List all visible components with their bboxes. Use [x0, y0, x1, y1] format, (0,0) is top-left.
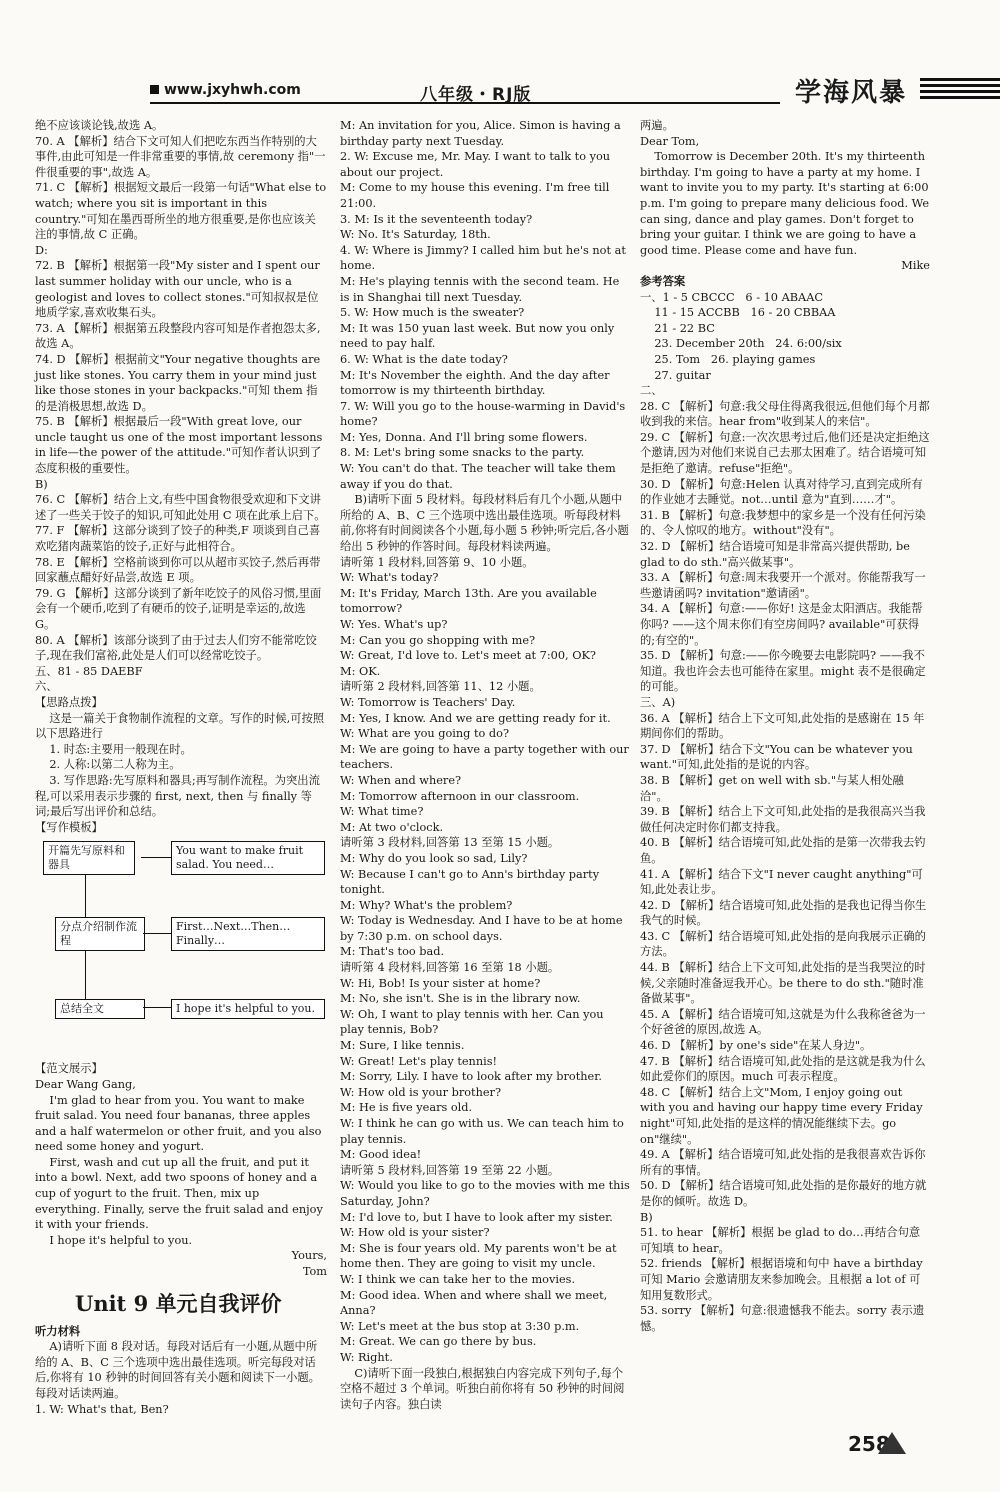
- text-line: M: Why do you look so sad, Lily?: [340, 851, 528, 865]
- site-url: www.jxyhwh.com: [150, 82, 301, 98]
- text-line: M: An invitation for you, Alice. Simon is having a birthday party next Tuesday.: [340, 119, 625, 148]
- text-line: 53. sorry 【解析】句意:很遗憾我不能去。sorry 表示遗憾。: [640, 1304, 925, 1333]
- triangle-icon: [878, 1432, 906, 1454]
- text-line: 30. D 【解析】句意:Helen 认真对待学习,直到完成所有的作业她才去睡觉。not…until 意为"直到……才"。: [640, 477, 923, 507]
- text-line: M: OK.: [340, 664, 381, 678]
- text-line: 3. 写作思路:先写原料和器具;再写制作流程。为突出流程,可以采用表示步骤的 first, next, then 与 finally 等词;最后写出评价和总结。: [35, 773, 320, 819]
- template-connector: [85, 875, 86, 917]
- text-line: 32. D 【解析】结合语境可知是非常高兴提供帮助, be glad to do sth."高兴做某事"。: [640, 540, 914, 569]
- text-line: D:: [35, 243, 48, 257]
- text-line: W: Oh, I want to play tennis with her. Can you play tennis, Bob?: [340, 1007, 608, 1037]
- text-line: M: Sorry, Lily. I have to look after my brother.: [340, 1070, 602, 1084]
- text-line: W: What's today?: [340, 571, 439, 585]
- template-connector: [143, 1007, 171, 1008]
- text-line: 37. D 【解析】结合下文"You can be whatever you want."可知,此处指的是说的内容。: [640, 742, 917, 772]
- page-number: 258: [848, 1432, 890, 1456]
- text-line: 6. W: What is the date today?: [340, 352, 508, 366]
- answers-title: 参考答案: [640, 273, 686, 288]
- text-line: 50. D 【解析】结合语境可知,此处指的是你最好的地方就是你的倾听。故选 D。: [640, 1179, 927, 1208]
- text-line: 1. W: What's that, Ben?: [35, 1402, 169, 1416]
- col3-letter-block: [640, 118, 933, 258]
- brand-logo: 学海风暴: [795, 78, 908, 108]
- text-line: M: Tomorrow afternoon in our classroom.: [340, 789, 580, 803]
- text-line: 31. B 【解析】句意:我梦想中的家乡是一个没有任何污染的、令人惊叹的地方。without"没有"。: [640, 508, 926, 538]
- text-line: 这是一篇关于食物制作流程的文章。写作的时候,可按照以下思路进行: [35, 711, 325, 741]
- stripes-decoration: [920, 78, 1000, 102]
- text-line: M: Can you go shopping with me?: [340, 633, 536, 647]
- template-box-1-right: You want to make fruit salad. You need…: [171, 841, 325, 875]
- text-line: 7. W: Will you go to the house-warming in David's home?: [340, 399, 629, 429]
- text-line: 8. M: Let's bring some snacks to the party.: [340, 446, 585, 460]
- text-line: 46. D 【解析】by one's side"在某人身边"。: [640, 1039, 872, 1053]
- text-line: 72. B 【解析】根据第一段"My sister and I spent our last summer holiday with our uncle, who is a geologist and loves to collect stones."可知叔叔是位地质学家,喜欢收集石头。: [35, 259, 324, 320]
- text-line: 47. B 【解析】结合语境可知,此处指的是这就是我为什么如此爱你们的原因。much 可表示程度。: [640, 1054, 926, 1084]
- text-line: M: That's too bad.: [340, 945, 445, 959]
- text-line: 六、: [35, 680, 58, 694]
- text-line: 73. A 【解析】根据第五段整段内容可知是作者抱怨太多,故选 A。: [35, 321, 321, 351]
- text-line: 34. A 【解析】句意:——你好! 这是金太阳酒店。我能帮你吗? ——这个周末你们有空房间吗? available"可获得的;有空的"。: [640, 602, 923, 647]
- text-line: 28. C 【解析】句意:我父母住得离我很远,但他们每个月都收到我的来信。hear from"收到某人的来信"。: [640, 399, 930, 429]
- text-line: 75. B 【解析】根据最后一段"With great love, our uncle taught us one of the most important lessons in life—the power of the attitude."可知作者认识到了态度积极的重要性。: [35, 415, 326, 476]
- text-line: M: He is five years old.: [340, 1101, 473, 1115]
- text-line: 41. A 【解析】结合下文"I never caught anything"可知,此处表让步。: [640, 867, 923, 897]
- text-line: W: Yes. What's up?: [340, 618, 448, 631]
- text-line: 2. 人称:以第二人称为主。: [35, 758, 181, 772]
- text-line: M: He's playing tennis with the second team. He is in Shanghai till next Tuesday.: [340, 274, 623, 304]
- text-line: 74. D 【解析】根据前文"Your negative thoughts are just like stones. You carry them in your mind just like those stones in your backpacks."可知 them 指的是消极思想,故选 D。: [35, 352, 324, 413]
- text-line: I'm glad to hear from you. You want to make fruit salad. You need four bananas, three apples and a half watermelon or other fruit, and you also need some honey and yogurt.: [35, 1093, 325, 1154]
- text-line: 71. C 【解析】根据短文最后一段第一句话"What else to watch; where you sit is important in this country."可知在墨西哥所坐的地方很重要,是你也应该关注的事情,故 C 正确。: [35, 181, 330, 242]
- text-line: W: Tomorrow is Teachers' Day.: [340, 695, 516, 709]
- text-line: M: I'd love to, but I have to look after my sister.: [340, 1210, 613, 1224]
- text-line: M: It was 150 yuan last week. But now you only need to pay half.: [340, 321, 618, 351]
- text-line: 76. C 【解析】结合上文,有些中国食物很受欢迎和下文讲述了一些关于饺子的知识,可知此处用 C 项在此承上启下。: [35, 493, 326, 522]
- text-line: 36. A 【解析】结合上下文可知,此处指的是感谢在 15 年期间你们的帮助。: [640, 711, 925, 741]
- template-box-3-left: 总结全文: [55, 999, 145, 1019]
- letter-closing: Yours,: [291, 1249, 327, 1263]
- template-box-1-left: 开篇先写原料和器具: [43, 841, 135, 875]
- text-line: 【写作模板】: [35, 820, 103, 834]
- text-line: 80. A 【解析】该部分谈到了由于过去人们穷不能常吃饺子,现在我们富裕,此处是人们可以经常吃饺子。: [35, 633, 317, 663]
- text-line: M: Yes, Donna. And I'll bring some flowers.: [340, 430, 588, 444]
- text-line: M: Why? What's the problem?: [340, 898, 513, 912]
- text-line: M: Sure, I like tennis.: [340, 1039, 465, 1053]
- text-line: W: What are you going to do?: [340, 727, 510, 741]
- text-line: W: Would you like to go to the movies with me this Saturday, John?: [340, 1179, 634, 1208]
- text-line: W: When and where?: [340, 773, 462, 787]
- text-line: M: Come to my house this evening. I'm free till 21:00.: [340, 181, 613, 210]
- template-box-3-right: I hope it's helpful to you.: [171, 999, 325, 1019]
- column-right: [640, 118, 933, 1334]
- text-line: Tomorrow is December 20th. It's my thirteenth birthday. I'm going to have a party at my home. I want to invite you to my party. It's starting at 6:00 p.m. I'm going to prepare many delicious food. We can sing, dance and play games. Don't forget to bring your guitar. I think we are going to have a good time. Please come and have fun.: [640, 150, 933, 257]
- text-line: 51. to hear 【解析】根据 be glad to do…再结合句意可知填 to hear。: [640, 1226, 921, 1255]
- text-line: W: How old is your sister?: [340, 1226, 490, 1240]
- text-line: 【思路点拨】: [35, 695, 103, 709]
- text-line: 38. B 【解析】get on well with sb."与某人相处融洽"。: [640, 773, 904, 803]
- text-line: Dear Tom,: [640, 134, 700, 148]
- text-line: 52. friends 【解析】根据语境和句中 have a birthday 可知 Mario 会邀请朋友来参加晚会。且根据 a lot of 可知用复数形式。: [640, 1257, 927, 1302]
- text-line: 33. A 【解析】句意:周末我要开一个派对。你能帮我写一些邀请函吗? invitation"邀请函"。: [640, 571, 926, 600]
- text-line: 70. A 【解析】结合下文可知人们把吃东西当作特别的大事件,由此可知是一件非常重要的事情,故 ceremony 指"一件很重要的事",故选 A。: [35, 134, 326, 179]
- unit-title: Unit 9 单元自我评价: [75, 1290, 282, 1316]
- text-line: M: Good idea. When and where shall we meet, Anna?: [340, 1288, 611, 1318]
- text-line: B): [640, 1210, 653, 1224]
- col1-top-block: [35, 118, 330, 835]
- text-line: Dear Wang Gang,: [35, 1077, 136, 1091]
- col1-bottom-block: [35, 1061, 327, 1248]
- text-line: 5. W: How much is the sweater?: [340, 306, 525, 320]
- text-line: 两遍。: [640, 119, 674, 132]
- text-line: A)请听下面 8 段对话。每段对话后有一小题,从题中所给的 A、B、C 三个选项中选出最佳选项。听完每段对话后,你将有 10 秒钟的时间回答有关小题和阅读下一小题。每段对话读两遍。: [35, 1340, 320, 1400]
- column-middle: [340, 118, 634, 1412]
- text-line: W: How old is your brother?: [340, 1085, 502, 1099]
- text-line: M: No, she isn't. She is in the library now.: [340, 992, 581, 1006]
- text-line: 78. E 【解析】空格前谈到你可以从超市买饺子,然后再带回家蘸点醋好好品尝,故选 E 项。: [35, 555, 321, 585]
- template-connector: [85, 951, 86, 999]
- text-line: 45. A 【解析】结合语境可知,这就是为什么我称爸爸为一个好爸爸的原因,故选 A。: [640, 1007, 926, 1037]
- text-line: W: What time?: [340, 805, 424, 819]
- text-line: 79. G 【解析】这部分谈到了新年吃饺子的风俗习惯,里面会有一个硬币,吃到了有硬币的饺子,证明是幸运的,故选 G。: [35, 586, 322, 631]
- text-line: 4. W: Where is Jimmy? I called him but he's not at home.: [340, 243, 630, 273]
- text-line: 77. F 【解析】这部分谈到了饺子的种类,F 项谈到自己喜欢吃猪肉蔬菜馅的饺子,正好与此相符合。: [35, 524, 321, 554]
- text-line: 21 - 22 BC: [640, 321, 715, 335]
- text-line: W: Today is Wednesday. And I have to be at home by 7:30 p.m. on school days.: [340, 914, 627, 943]
- text-line: 二、: [640, 384, 663, 398]
- text-line: 五、81 - 85 DAEBF: [35, 664, 143, 678]
- text-line: 42. D 【解析】结合语境可知,此处指的是我也记得当你生我气的时候。: [640, 898, 927, 928]
- text-line: 3. M: Is it the seventeenth today?: [340, 212, 533, 226]
- text-line: 一、1 - 5 CBCCC 6 - 10 ABAAC: [640, 290, 823, 304]
- grade-label: 八年级・RJ版: [420, 85, 532, 105]
- text-line: M: Good idea!: [340, 1148, 422, 1162]
- text-line: 49. A 【解析】结合语境可知,此处指的是我很喜欢告诉你所有的事情。: [640, 1148, 926, 1177]
- letter-signature: Tom: [302, 1265, 327, 1279]
- text-line: 11 - 15 ACCBB 16 - 20 CBBAA: [640, 306, 836, 320]
- text-line: 48. C 【解析】结合上文"Mom, I enjoy going out with you and having our happy time every Friday night"可知,此处指的是这样的情况能继续下去。go on"继续"。: [640, 1085, 927, 1146]
- text-line: M: Yes, I know. And we are getting ready for it.: [340, 711, 611, 725]
- header-rule: [150, 102, 780, 104]
- text-line: W: Great! Let's play tennis!: [340, 1054, 498, 1068]
- text-line: W: Let's meet at the bus stop at 3:30 p.m.: [340, 1319, 580, 1333]
- text-line: B): [35, 477, 48, 491]
- text-line: C)请听下面一段独白,根据独白内容完成下列句子,每个空格不超过 3 个单词。听独白前你将有 50 秒钟的时间阅读句子内容。独白读: [340, 1366, 625, 1411]
- text-line: M: At two o'clock.: [340, 820, 444, 834]
- text-line: M: It's November the eighth. And the day after tomorrow is my thirteenth birthday.: [340, 368, 614, 398]
- text-line: 35. D 【解析】句意:——你今晚要去电影院吗? ——我不知道。我也许会去也可能待在家里。might 表不是很确定的可能。: [640, 649, 926, 694]
- text-line: 29. C 【解析】句意:一次次思考过后,他们还是决定拒绝这个邀请,因为对他们来说自己去那太困难了。结合语境可知是拒绝了邀请。refuse"拒绝"。: [640, 430, 930, 476]
- text-line: B)请听下面 5 段材料。每段材料后有几个小题,从题中所给的 A、B、C 三个选项中选出最佳选项。听每段材料前,你将有时间阅读各个小题,每小题 5 秒钟;听完后,各小题给出 5 秒钟的作答时间。每段材料读两遍。: [340, 493, 629, 554]
- text-line: W: I think we can take her to the movies.: [340, 1272, 576, 1286]
- text-line: 23. December 20th 24. 6:00/six: [640, 337, 842, 351]
- text-line: M: She is four years old. My parents won't be at home then. They are going to visit my uncle.: [340, 1241, 621, 1271]
- text-line: W: Great, I'd love to. Let's meet at 7:00, OK?: [340, 649, 596, 663]
- template-connector: [141, 857, 171, 858]
- writing-template: [35, 837, 327, 1057]
- column-left: [35, 118, 330, 1417]
- letter-signature-mike: Mike: [901, 259, 930, 273]
- text-line: 绝不应该谈论钱,故选 A。: [35, 119, 164, 132]
- text-line: W: You can't do that. The teacher will take them away if you do that.: [340, 462, 620, 491]
- text-line: I hope it's helpful to you.: [35, 1233, 193, 1247]
- text-line: 三、A): [640, 695, 676, 709]
- text-line: M: Great. We can go there by bus.: [340, 1335, 537, 1349]
- text-line: W: Hi, Bob! Is your sister at home?: [340, 976, 541, 990]
- text-line: W: I think he can go with us. We can teach him to play tennis.: [340, 1117, 628, 1146]
- template-box-2-left: 分点介绍制作流程: [55, 917, 145, 951]
- text-line: W: Right.: [340, 1350, 393, 1364]
- text-line: 【范文展示】: [35, 1062, 103, 1076]
- page-header: [150, 72, 1000, 110]
- text-line: 40. B 【解析】结合语境可知,此处指的是第一次带我去钓鱼。: [640, 836, 926, 865]
- text-line: 43. C 【解析】结合语境可知,此处指的是向我展示正确的方法。: [640, 929, 926, 959]
- text-line: W: Because I can't go to Ann's birthday party tonight.: [340, 867, 603, 897]
- text-line: First, wash and cut up all the fruit, and put it into a bowl. Next, add two spoons of honey and a cup of yogurt to the fruit. Then, mix up everything. Finally, serve the fruit salad and enjoy it with your friends.: [35, 1155, 327, 1232]
- text-line: 2. W: Excuse me, Mr. May. I want to talk to you about our project.: [340, 150, 614, 179]
- text-line: 1. 时态:主要用一般现在时。: [35, 742, 192, 756]
- text-line: W: No. It's Saturday, 18th.: [340, 228, 491, 242]
- listening-title: 听力材料: [35, 1323, 81, 1338]
- text-line: 27. guitar: [640, 368, 711, 382]
- text-line: 请听第 1 段材料,回答第 9、10 小题。: [340, 555, 534, 569]
- text-line: 25. Tom 26. playing games: [640, 352, 816, 366]
- text-line: 39. B 【解析】结合上下文可知,此处指的是我很高兴当我做任何决定时你们都支持我。: [640, 805, 926, 834]
- col3-block: [640, 290, 930, 1335]
- text-line: 请听第 4 段材料,回答第 16 至第 18 小题。: [340, 961, 560, 975]
- template-connector: [143, 933, 171, 934]
- col2-block: [340, 118, 634, 1412]
- text-line: M: We are going to have a party together with our teachers.: [340, 742, 633, 772]
- template-box-2-right: First…Next…Then…Finally…: [171, 917, 325, 951]
- text-line: 请听第 3 段材料,回答第 13 至第 15 小题。: [340, 836, 560, 850]
- text-line: M: It's Friday, March 13th. Are you available tomorrow?: [340, 586, 601, 616]
- text-line: 44. B 【解析】结合上下文可知,此处指的是当我哭泣的时候,父亲随时准备逗我开心。be there to do sth."随时准备做某事"。: [640, 961, 926, 1006]
- text-line: 请听第 5 段材料,回答第 19 至第 22 小题。: [340, 1163, 560, 1177]
- col1-end-block: [35, 1339, 327, 1417]
- text-line: 请听第 2 段材料,回答第 11、12 小题。: [340, 680, 541, 694]
